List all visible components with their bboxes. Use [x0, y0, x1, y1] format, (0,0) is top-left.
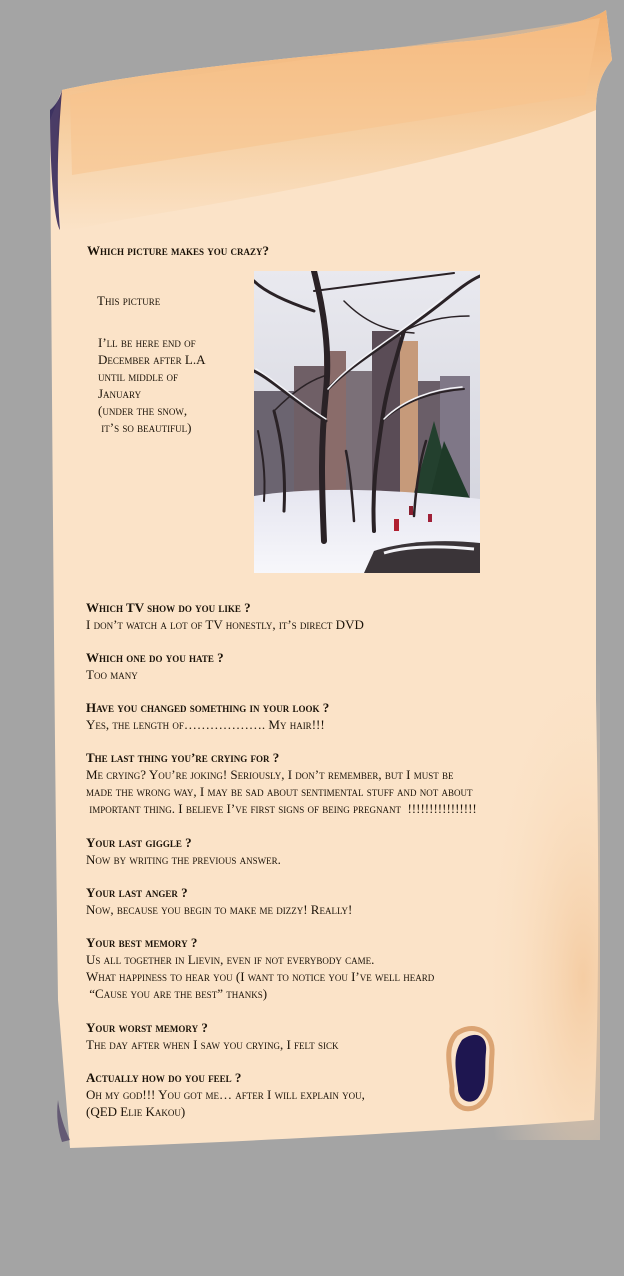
- qa-block-feel: [86, 1070, 546, 1120]
- answer-line: “Cause you are the best” thanks): [86, 986, 268, 1001]
- picture-note: [98, 334, 248, 436]
- question: Your last giggle ?: [86, 835, 192, 850]
- picture-caption: This picture: [97, 293, 161, 308]
- answer-line: Me crying? You’re joking! Seriously, I don’t remember, but I must be: [86, 767, 454, 782]
- question: Your last anger ?: [86, 885, 188, 900]
- note-line: January: [98, 386, 142, 401]
- qa-block-look: [86, 700, 546, 733]
- question: Your worst memory ?: [86, 1020, 208, 1035]
- answer-line: Us all together in Lievin, even if not everybody came.: [86, 952, 375, 967]
- note-line: it’s so beautiful): [98, 420, 192, 435]
- note-line: (under the snow,: [98, 403, 188, 418]
- answer-line: important thing. I believe I’ve first signs of being pregnant !!!!!!!!!!!!!!!!: [86, 801, 477, 816]
- qa-block-best-memory: [86, 935, 546, 1002]
- qa-block-worst-memory: [86, 1020, 546, 1053]
- question: Your best memory ?: [86, 935, 198, 950]
- note-line: until middle of: [98, 369, 178, 384]
- note-line: I’ll be here end of: [98, 335, 196, 350]
- answer-line: What happiness to hear you (I want to notice you I’ve well heard: [86, 969, 435, 984]
- answer-line: made the wrong way, I may be sad about sentimental stuff and not about: [86, 784, 473, 799]
- question: Actually how do you feel ?: [86, 1070, 242, 1085]
- question: Which TV show do you like ?: [86, 600, 251, 615]
- answer-line: Oh my god!!! You got me… after I will explain you,: [86, 1087, 365, 1102]
- answer-line: The day after when I saw you crying, I felt sick: [86, 1037, 339, 1052]
- answer-line: Yes, the length of………………. My hair!!!: [86, 717, 325, 732]
- qa-block-hate: [86, 650, 546, 683]
- qa-block-giggle: [86, 835, 546, 868]
- qa-block-crying: [86, 750, 546, 817]
- answer-line: Now, because you begin to make me dizzy! Really!: [86, 902, 353, 917]
- snowy-park-photo: [254, 271, 480, 573]
- note-line: December after L.A: [98, 352, 206, 367]
- question: Have you changed something in your look ?: [86, 700, 330, 715]
- qa-block-tv-show: [86, 600, 546, 633]
- page-title: Which picture makes you crazy?: [87, 243, 270, 258]
- qa-block-anger: [86, 885, 546, 918]
- question: Which one do you hate ?: [86, 650, 224, 665]
- answer-line: I don’t watch a lot of TV honestly, it’s direct DVD: [86, 617, 364, 632]
- answer-line: Too many: [86, 667, 138, 682]
- answer-line: (QED Elie Kakou): [86, 1104, 186, 1119]
- question: The last thing you’re crying for ?: [86, 750, 280, 765]
- answer-line: Now by writing the previous answer.: [86, 852, 281, 867]
